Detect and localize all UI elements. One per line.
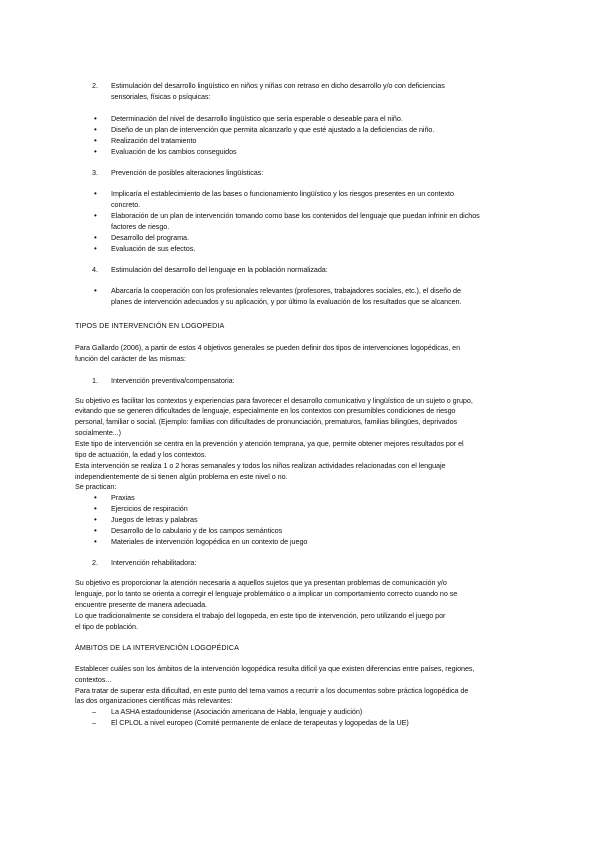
tipos-heading: TIPOS DE INTERVENCIÓN EN LOGOPEDIA [75,321,225,330]
bullet-icon: • [94,233,97,242]
section-4-bullet-line-2: planes de intervención adecuados y su aplicación, y por último la evaluación de los resultados que se alcancen. [111,297,462,306]
tipos-para2-line-3: encuentre presente de manera adecuada. [75,600,207,609]
section-2-title-line-1: Estimulación del desarrollo lingüístico en niños y niñas con retraso en dicho desarrollo y/o con deficiencias [111,81,445,90]
tipos-para2-line-5: el tipo de población. [75,622,138,631]
ambitos-line-1: Establecer cuáles son los ámbitos de la intervención logopédica resulta difícil ya que existen diferencias entre países, regiones, [75,664,475,673]
section-2-bullet-2: Diseño de un plan de intervención que permita alcanzarlo y que esté ajustado a la deficiencias de niño. [111,125,435,134]
ambitos-line-3: Para tratar de superar esta dificultad, en este punto del tema vamos a recurrir a los documentos sobre práctica logopédica de [75,686,469,695]
dash-icon: – [92,718,96,727]
bullet-icon: • [94,147,97,156]
tipos-intro-line-2: función del carácter de las mismas: [75,354,186,363]
tipos-para-line-6: tipo de actuación, la edad y los contextos. [75,450,207,459]
bullet-icon: • [94,286,97,295]
tipos-para2-line-4: Lo que tradicionalmente se considera el trabajo del logopeda, en este tipo de intervención, pero utilizando el juego por [75,611,446,620]
practica-item-4: Desarrollo de lo cabulario y de los campos semánticos [111,526,283,535]
tipos-para-line-2: evitando que se generen dificultades de lenguaje, especialmente en los contextos con presumibles condiciones de riesgo [75,406,456,415]
tipos-para-line-1: Su objetivo es facilitar los contextos y experiencias para favorecer el desarrollo comunicativo y lingüístico de un sujeto o grupo, [75,396,473,405]
practica-item-5: Materiales de intervención logopédica en un contexto de juego [111,537,308,546]
section-3-bullet-1-line-2: concreto. [111,200,141,209]
bullet-icon: • [94,515,97,524]
section-2-number: 2. [92,81,98,90]
tipos-para-line-4: socialmente...) [75,428,121,437]
section-3-bullet-1-line-1: Implicaría el establecimiento de las bases o funcionamiento lingüístico y los riesgos presentes en un contexto [111,189,454,198]
tipos-para-line-9: Se practican: [75,482,117,491]
bullet-icon: • [94,493,97,502]
bullet-icon: • [94,136,97,145]
tipos-para-line-5: Este tipo de intervención se centra en la prevención y atención temprana, ya que, permite obtener mejores resultados por el [75,439,464,448]
practica-item-1: Praxias [111,493,135,502]
section-2-bullet-4: Evaluación de los cambios conseguidos [111,147,237,156]
ambitos-line-2: contextos... [75,675,112,684]
bullet-icon: • [94,211,97,220]
section-2-bullet-3: Realización del tratamiento [111,136,197,145]
ambitos-dash-item-1: La ASHA estadounidense (Asociación americana de Habla, lenguaje y audición) [111,707,363,716]
section-4-bullet-line-1: Abarcaría la cooperación con los profesionales relevantes (profesores, trabajadores sociales, etc.), el diseño de [111,286,461,295]
practica-item-2: Ejercicios de respiración [111,504,188,513]
tipos-intro-line-1: Para Gallardo (2006), a partir de estos 4 objetivos generales se pueden definir dos tipos de intervenciones logopédicas, en [75,343,461,352]
practica-item-3: Juegos de letras y palabras [111,515,198,524]
tipos-item-2-title: Intervención rehabilitadora: [111,558,197,567]
bullet-icon: • [94,114,97,123]
tipos-para2-line-1: Su objetivo es proporcionar la atención necesaria a aquellos sujetos que ya presentan problemas de comunicación y/o [75,578,447,587]
bullet-icon: • [94,526,97,535]
bullet-icon: • [94,244,97,253]
bullet-icon: • [94,125,97,134]
section-3-title: Prevención de posibles alteraciones lingüísticas: [111,168,264,177]
bullet-icon: • [94,504,97,513]
tipos-item-1-title: Intervención preventiva/compensatoria: [111,376,235,385]
section-3-bullet-2-line-1: Elaboración de un plan de intervención tomando como base los contenidos del lenguaje que puedan infrinir en dichos [111,211,480,220]
tipos-para2-line-2: lenguaje, por lo tanto se orienta a corregir el lenguaje problemático o a implicar un comportamiento correcto cuando no se [75,589,458,598]
tipos-item-1-number: 1. [92,376,98,385]
section-4-title: Estimulación del desarrollo del lenguaje en la población normalizada: [111,265,328,274]
section-2-title-line-2: sensoriales, físicas o psíquicas: [111,92,211,101]
bullet-icon: • [94,537,97,546]
ambitos-line-4: las dos organizaciones científicas más relevantes: [75,696,233,705]
section-4-number: 4. [92,265,98,274]
section-2-bullet-1: Determinación del nivel de desarrollo lingüístico que sería esperable o deseable para el niño. [111,114,403,123]
section-3-bullet-2-line-2: factores de riesgo. [111,222,170,231]
tipos-para-line-3: personal, familiar o social. (Ejemplo: familias con dificultades de pronunciación, prematuros, familias bilingües, deprivados [75,417,458,426]
ambitos-dash-item-2: El CPLOL a nivel europeo (Comité permanente de enlace de terapeutas y logopedas de la UE) [111,718,409,727]
section-3-number: 3. [92,168,98,177]
dash-icon: – [92,707,96,716]
bullet-icon: • [94,189,97,198]
ambitos-heading: ÁMBITOS DE LA INTERVENCIÓN LOGOPÉDICA [75,643,239,652]
tipos-para-line-8: independientemente de si tienen algún problema en este nivel o no. [75,472,288,481]
tipos-para-line-7: Esta intervención se realiza 1 o 2 horas semanales y todos los niños realizan actividades relacionadas con el lenguaje [75,461,446,470]
tipos-item-2-number: 2. [92,558,98,567]
section-3-bullet-4: Evaluación de sus efectos. [111,244,196,253]
section-3-bullet-3: Desarrollo del programa. [111,233,189,242]
